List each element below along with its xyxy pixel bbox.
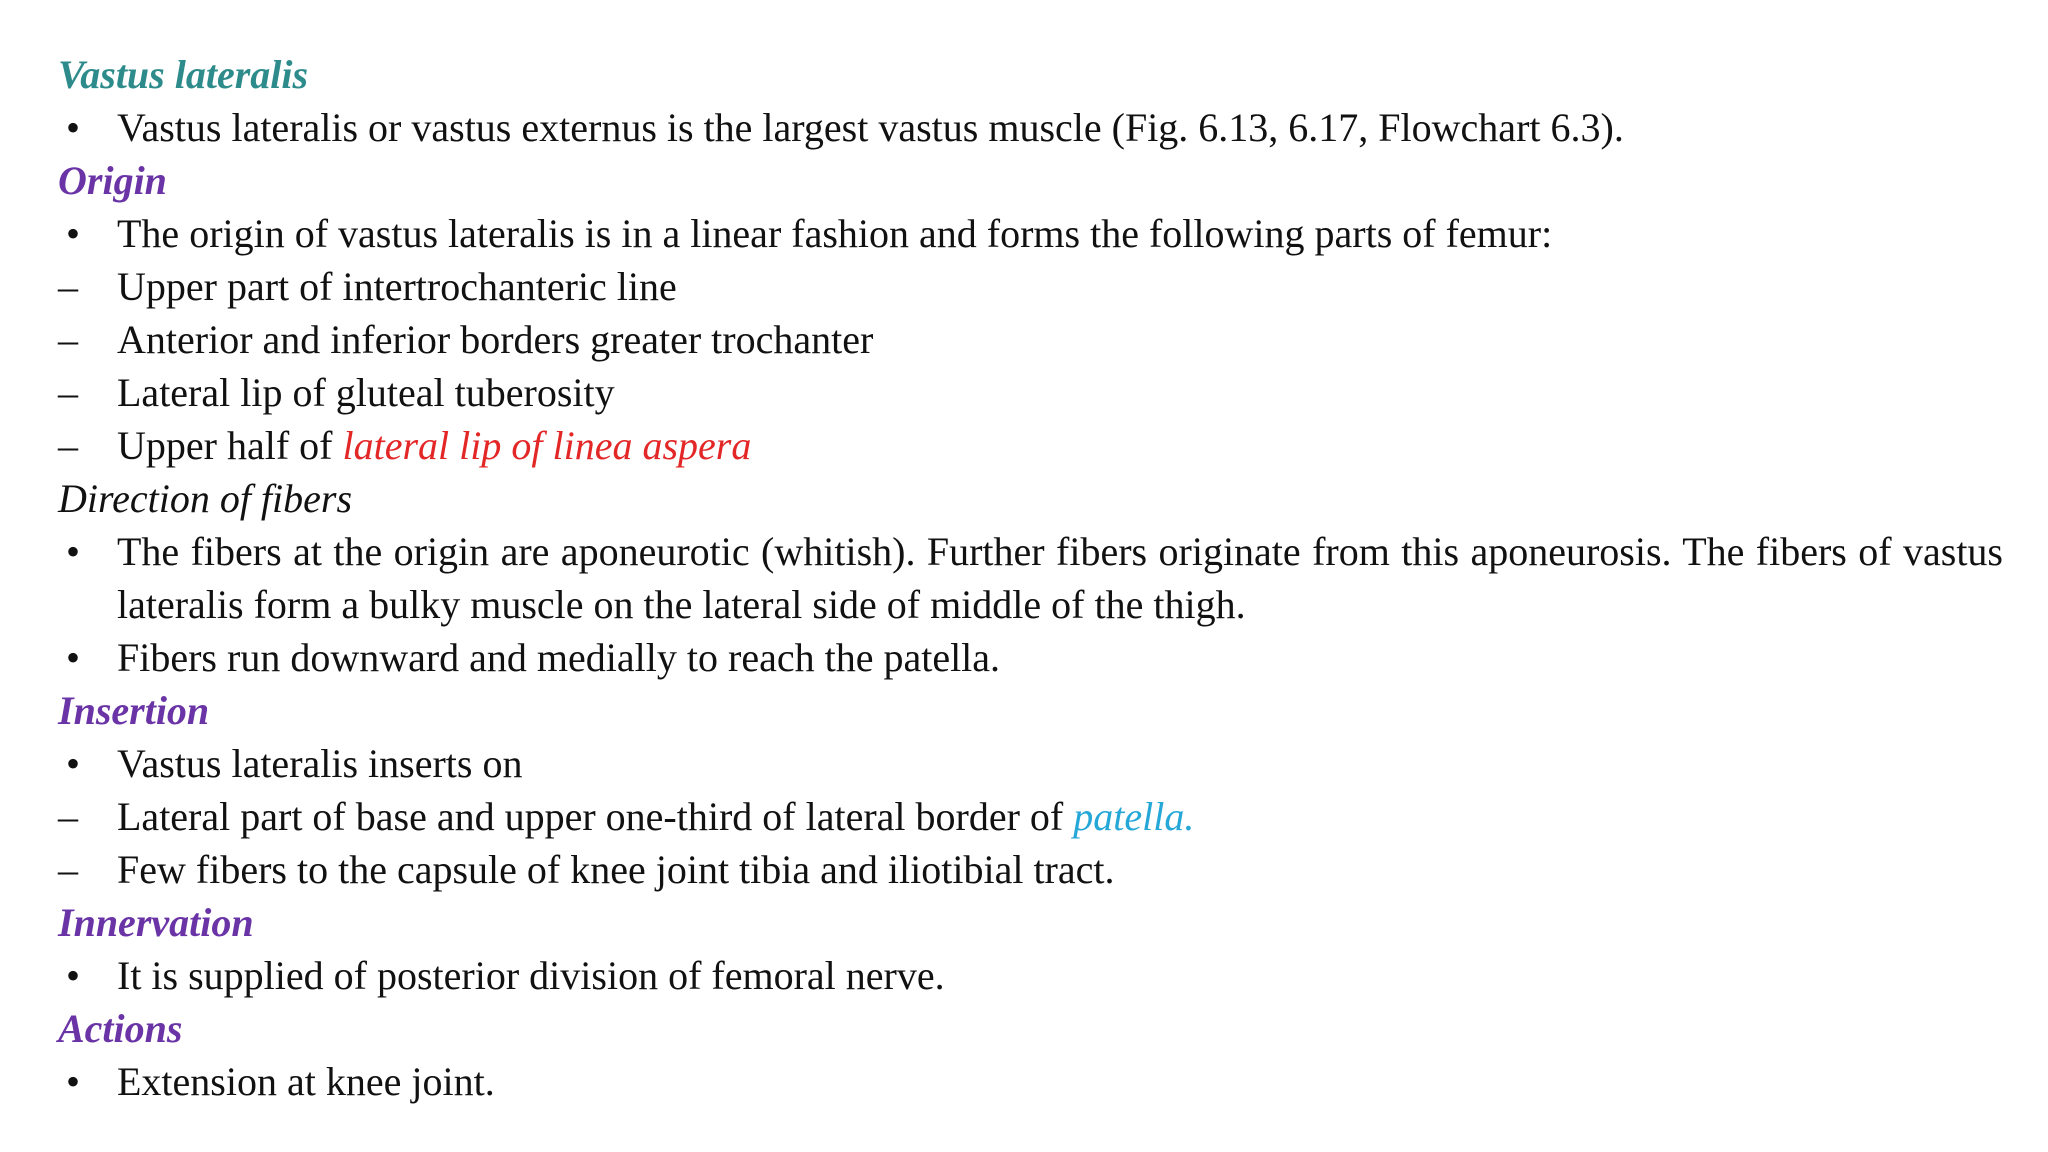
insertion-item [58,790,2003,843]
dash-marker: – [58,370,78,415]
origin-item-text: Anterior and inferior borders greater trochanter [117,317,874,362]
insertion-heading: Insertion [58,688,210,733]
bullet-marker: • [66,211,81,256]
insertion-bullet [58,737,2003,790]
innervation-heading: Innervation [58,900,254,945]
document-title: Vastus lateralis [58,52,309,97]
origin-item [58,313,2003,366]
dash-marker: – [58,423,78,468]
origin-bullet-text: The origin of vastus lateralis is in a linear fashion and forms the following parts of femur: [117,211,1553,256]
direction-heading: Direction of fibers [58,476,353,521]
innervation-bullet [58,949,2003,1002]
origin-item-text: Lateral lip of gluteal tuberosity [117,370,615,415]
origin-heading: Origin [58,158,167,203]
bullet-marker: • [66,741,81,786]
origin-item [58,366,2003,419]
actions-bullet [58,1055,2003,1108]
dash-marker: – [58,317,78,362]
origin-bullet [58,207,2003,260]
bullet-marker: • [66,635,81,680]
bullet-marker: • [66,529,81,574]
innervation-bullet-text: It is supplied of posterior division of femoral nerve. [117,953,945,998]
dash-marker: – [58,847,78,892]
origin-item-text: Upper part of intertrochanteric line [117,264,677,309]
bullet-marker: • [66,953,81,998]
direction-bullet-text: Fibers run downward and medially to reach the patella. [117,635,1001,680]
origin-item-prefix: Upper half of [117,423,343,468]
intro-text: Vastus lateralis or vastus externus is the largest vastus muscle (Fig. 6.13, 6.17, Flowchart 6.3). [117,105,1624,150]
linea-aspera-highlight: lateral lip of linea aspera [342,423,752,468]
document-page [58,48,2003,1108]
direction-bullet-text: The fibers at the origin are aponeurotic (whitish). Further fibers originate from this aponeurosis. The fibers of vastus lateralis form a bulky muscle on the lateral side of middle of the thigh. [117,529,2003,627]
bullet-marker: • [66,1059,81,1104]
dash-marker: – [58,264,78,309]
insertion-item-text: Few fibers to the capsule of knee joint tibia and iliotibial tract. [117,847,1115,892]
actions-bullet-text: Extension at knee joint. [117,1059,495,1104]
direction-bullet [58,525,2003,631]
insertion-bullet-text: Vastus lateralis inserts on [117,741,523,786]
patella-highlight: patella. [1073,794,1195,839]
dash-marker: – [58,794,78,839]
direction-bullet [58,631,2003,684]
bullet-marker: • [66,105,81,150]
actions-heading: Actions [58,1006,183,1051]
origin-item [58,260,2003,313]
intro-bullet [58,101,2003,154]
insertion-item [58,843,2003,896]
insertion-item-prefix: Lateral part of base and upper one-third of lateral border of [117,794,1074,839]
origin-item [58,419,2003,472]
